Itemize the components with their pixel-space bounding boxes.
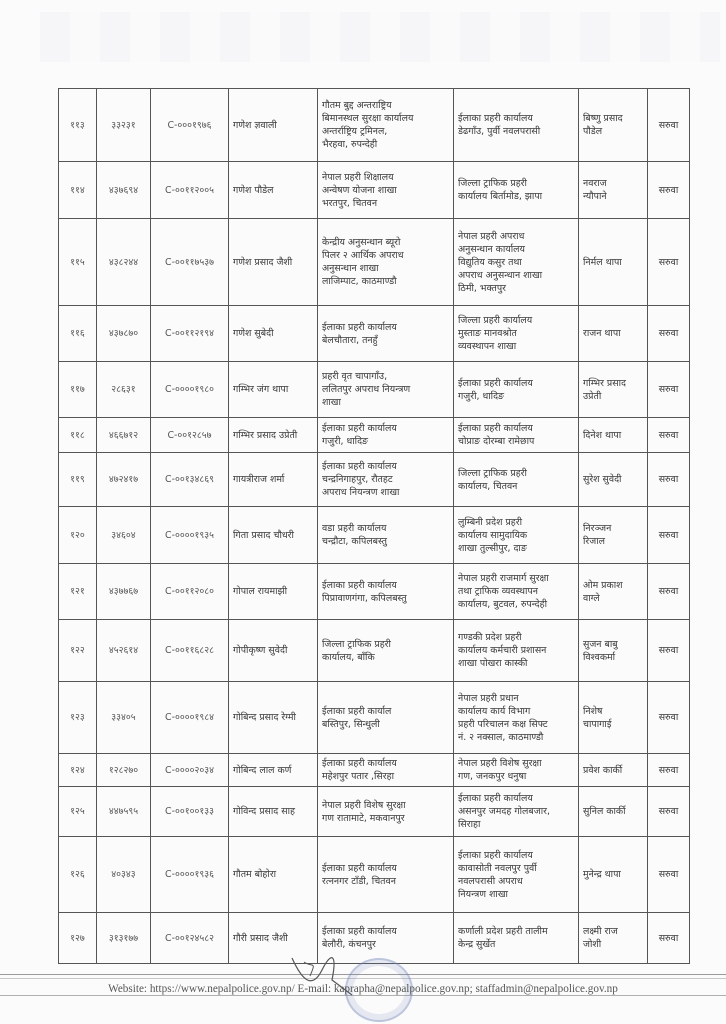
serial-number-cell: १२० [59, 507, 97, 564]
new-office-cell: ईलाका प्रहरी कार्यालय चोप्राङ दोरम्बा रामेछाप [454, 418, 579, 453]
current-office-cell: ईलाका प्रहरी कार्यालय गजुरी, धादिङ [318, 418, 454, 453]
new-office-cell: गण्डकी प्रदेश प्रहरी कार्यालय कर्मचारी प्रशासन शाखा पोखरा कास्की [454, 620, 579, 682]
employee-name-cell: गणेश पौडेल [229, 162, 318, 219]
serial-number-cell: ११९ [59, 453, 97, 507]
employee-name-cell: गोपाल रायमाझी [229, 564, 318, 620]
table-row [59, 682, 690, 754]
current-office-cell: जिल्ला ट्राफिक प्रहरी कार्यालय, बाँकि [318, 620, 454, 682]
status-cell: सरुवा [648, 453, 690, 507]
status-cell: सरुवा [648, 620, 690, 682]
replacement-officer-cell: निर्मल थापा [579, 219, 648, 306]
scan-noise [40, 12, 720, 62]
current-office-cell: वडा प्रहरी कार्यालय चन्द्रौटा, कपिलबस्तु [318, 507, 454, 564]
employee-name-cell: गणेश प्रसाद जैशी [229, 219, 318, 306]
replacement-officer-cell: दिनेश थापा [579, 418, 648, 453]
current-office-cell: गौतम बुद्द अन्तराष्ट्रिय बिमानस्थल सुरक्षा कार्यालय अन्तर्राष्ट्रिय ट्रमिनल, भैरहवा, रुपन्देही [318, 89, 454, 162]
code-number-cell: C-००१००१३३ [151, 787, 229, 837]
new-office-cell: नेपाल प्रहरी विशेष सुरक्षा गण, जनकपुर धनुषा [454, 754, 579, 787]
code-number-cell: C-००१२८५७ [151, 418, 229, 453]
new-office-cell: जिल्ला ट्राफिक प्रहरी कार्यालय, चितवन [454, 453, 579, 507]
new-office-cell: जिल्ला प्रहरी कार्यालय मुस्ताङ मानवश्रोत व्यवस्थापन शाखा [454, 306, 579, 362]
current-office-cell: ईलाका प्रहरी कार्यालय चन्द्रनिगाहपुर, रौतहट अपराध नियन्त्रण शाखा [318, 453, 454, 507]
serial-number-cell: १२१ [59, 564, 97, 620]
code-number-cell: C-००११२१९४ [151, 306, 229, 362]
code-number-cell: C-००११६८२८ [151, 620, 229, 682]
code-number-cell: C-००००१९३५ [151, 507, 229, 564]
replacement-officer-cell: लक्ष्मी राज जोशी [579, 913, 648, 964]
serial-number-cell: ११३ [59, 89, 97, 162]
transfer-table [58, 88, 690, 964]
serial-number-cell: १२७ [59, 913, 97, 964]
current-office-cell: ईलाका प्रहरी कार्यालय रत्ननगर टाँडी, चितवन [318, 837, 454, 913]
status-cell: सरुवा [648, 913, 690, 964]
serial-number-cell: ११६ [59, 306, 97, 362]
replacement-officer-cell: सुनिल कार्की [579, 787, 648, 837]
code-number-cell: C-००१३४८६९ [151, 453, 229, 507]
table-row [59, 620, 690, 682]
employee-id-cell: ४६६७१२ [97, 418, 151, 453]
employee-name-cell: गौतम बोहोरा [229, 837, 318, 913]
employee-name-cell: गणेश ज्ञवाली [229, 89, 318, 162]
employee-id-cell: ४७२४१७ [97, 453, 151, 507]
table-row [59, 564, 690, 620]
code-number-cell: C-००११२००५ [151, 162, 229, 219]
code-number-cell: C-००००१९३६ [151, 837, 229, 913]
employee-name-cell: गणेश सुबेदी [229, 306, 318, 362]
replacement-officer-cell: सुजन बाबु विश्वकर्मा [579, 620, 648, 682]
employee-name-cell: गोबिन्द लाल कर्ण [229, 754, 318, 787]
new-office-cell: ईलाका प्रहरी कार्यालय गजुरी, धादिङ [454, 362, 579, 418]
employee-id-cell: ३३४०५ [97, 682, 151, 754]
current-office-cell: नेपाल प्रहरी शिक्षालय अन्वेषण योजना शाखा भरतपुर, चितवन [318, 162, 454, 219]
replacement-officer-cell: सुरेश सुवेदी [579, 453, 648, 507]
code-number-cell: C-०००१९७६ [151, 89, 229, 162]
employee-id-cell: ४३७६९४ [97, 162, 151, 219]
employee-id-cell: ४४७५९५ [97, 787, 151, 837]
new-office-cell: लुम्बिनी प्रदेश प्रहरी कार्यालय सामुदायिक शाखा तुल्सीपुर, दाङ [454, 507, 579, 564]
current-office-cell: नेपाल प्रहरी विशेष सुरक्षा गण रातामाटे, मकवानपुर [318, 787, 454, 837]
employee-id-cell: ३१३१७७ [97, 913, 151, 964]
status-cell: सरुवा [648, 362, 690, 418]
table-row [59, 162, 690, 219]
employee-id-cell: १२८२७० [97, 754, 151, 787]
replacement-officer-cell: बिष्णु प्रसाद पौडेल [579, 89, 648, 162]
serial-number-cell: १२५ [59, 787, 97, 837]
serial-number-cell: ११५ [59, 219, 97, 306]
table-row [59, 306, 690, 362]
new-office-cell: ईलाका प्रहरी कार्यालय असनपुर जमदह गोलबजार, सिराहा [454, 787, 579, 837]
table-row [59, 913, 690, 964]
table-row [59, 787, 690, 837]
table-row [59, 89, 690, 162]
replacement-officer-cell: प्रवेश कार्की [579, 754, 648, 787]
new-office-cell: कर्णाली प्रदेश प्रहरी तालीम केन्द्र सुर्खेत [454, 913, 579, 964]
table-row [59, 219, 690, 306]
status-cell: सरुवा [648, 418, 690, 453]
table-row [59, 453, 690, 507]
serial-number-cell: १२३ [59, 682, 97, 754]
status-cell: सरुवा [648, 837, 690, 913]
replacement-officer-cell: निरञ्जन रिजाल [579, 507, 648, 564]
employee-name-cell: गोबिन्द प्रसाद रेग्मी [229, 682, 318, 754]
table-row [59, 418, 690, 453]
status-cell: सरुवा [648, 219, 690, 306]
new-office-cell: नेपाल प्रहरी अपराध अनुसन्धान कार्यालय विद्युतिय कसुर तथा अपराध अनुसन्धान शाखा ठिमी, भक्तपुर [454, 219, 579, 306]
current-office-cell: ईलाका प्रहरी कार्यालय महेशपुर पतार ,सिरहा [318, 754, 454, 787]
serial-number-cell: ११४ [59, 162, 97, 219]
employee-id-cell: ४३७८७० [97, 306, 151, 362]
current-office-cell: ईलाका प्रहरी कार्याल बस्तिपुर, सिन्धुली [318, 682, 454, 754]
employee-name-cell: गम्भिर प्रसाद उप्रेती [229, 418, 318, 453]
replacement-officer-cell: निशेष चापागाई [579, 682, 648, 754]
table-row [59, 507, 690, 564]
employee-name-cell: गिता प्रसाद चौधरी [229, 507, 318, 564]
serial-number-cell: ११७ [59, 362, 97, 418]
employee-id-cell: २८६३१ [97, 362, 151, 418]
current-office-cell: केन्द्रीय अनुसन्धान ब्यूरो पिलर २ आर्थिक अपराध अनुसन्धान शाखा लाजिम्पाट, काठमाण्डौ [318, 219, 454, 306]
current-office-cell: ईलाका प्रहरी कार्यालय बेलचौतारा, तनहुँ [318, 306, 454, 362]
code-number-cell: C-००००१९८० [151, 362, 229, 418]
current-office-cell: ईलाका प्रहरी कार्यालय पिप्रावाणगंगा, कपिलबस्तु [318, 564, 454, 620]
status-cell: सरुवा [648, 507, 690, 564]
replacement-officer-cell: राजन थापा [579, 306, 648, 362]
code-number-cell: C-००००२०३४ [151, 754, 229, 787]
code-number-cell: C-००००१९८४ [151, 682, 229, 754]
employee-name-cell: गोविन्द प्रसाद साह [229, 787, 318, 837]
status-cell: सरुवा [648, 564, 690, 620]
serial-number-cell: १२२ [59, 620, 97, 682]
status-cell: सरुवा [648, 787, 690, 837]
employee-name-cell: गोपीकृष्ण सुवेदी [229, 620, 318, 682]
employee-name-cell: गम्भिर जंग थापा [229, 362, 318, 418]
employee-id-cell: ४३७७६७ [97, 564, 151, 620]
replacement-officer-cell: गम्भिर प्रसाद उप्रेती [579, 362, 648, 418]
status-cell: सरुवा [648, 89, 690, 162]
employee-id-cell: ३४६०४ [97, 507, 151, 564]
table-body [59, 89, 690, 964]
new-office-cell: नेपाल प्रहरी राजमार्ग सुरक्षा तथा ट्राफिक व्यवस्थापन कार्यालय, बुटवल, रुपन्देही [454, 564, 579, 620]
new-office-cell: ईलाका प्रहरी कार्यालय डेढगाँउ, पुर्वी नवलपरासी [454, 89, 579, 162]
code-number-cell: C-००१२४५८२ [151, 913, 229, 964]
current-office-cell: प्रहरी वृत चापागाँउ, ललितपुर अपराध नियन्त्रण शाखा [318, 362, 454, 418]
status-cell: सरुवा [648, 306, 690, 362]
employee-id-cell: ३३२३१ [97, 89, 151, 162]
replacement-officer-cell: ओम प्रकाश वाग्ले [579, 564, 648, 620]
status-cell: सरुवा [648, 682, 690, 754]
employee-id-cell: ४५२६१४ [97, 620, 151, 682]
code-number-cell: C-००११७५३७ [151, 219, 229, 306]
employee-name-cell: गौरी प्रसाद जैशी [229, 913, 318, 964]
table-row [59, 362, 690, 418]
new-office-cell: ईलाका प्रहरी कार्यालय कावासोती नवलपुर पुर्वी नवलपरासी अपराध नियन्त्रण शाखा [454, 837, 579, 913]
new-office-cell: जिल्ला ट्राफिक प्रहरी कार्यालय बिर्तामोड, झापा [454, 162, 579, 219]
code-number-cell: C-००११२०८० [151, 564, 229, 620]
replacement-officer-cell: मुनेन्द्र थापा [579, 837, 648, 913]
serial-number-cell: १२६ [59, 837, 97, 913]
footer-contact: Website: https://www.nepalpolice.gov.np/ E-mail: kaprapha@nepalpolice.gov.np; staffadmin@nepalpolice.gov.np [108, 983, 618, 995]
employee-name-cell: गायत्रीराज शर्मा [229, 453, 318, 507]
current-office-cell: ईलाका प्रहरी कार्यालय बेलौरी, कंचनपुर [318, 913, 454, 964]
replacement-officer-cell: नवराज न्यौपाने [579, 162, 648, 219]
status-cell: सरुवा [648, 754, 690, 787]
employee-id-cell: ४०३४३ [97, 837, 151, 913]
new-office-cell: नेपाल प्रहरी प्रधान कार्यालय कार्य विभाग प्रहरी परिचालन कक्ष सिफ्ट नं. २ नक्साल, काठमाण्डौ [454, 682, 579, 754]
status-cell: सरुवा [648, 162, 690, 219]
employee-id-cell: ४३८२४४ [97, 219, 151, 306]
table-row [59, 837, 690, 913]
serial-number-cell: १२४ [59, 754, 97, 787]
serial-number-cell: ११८ [59, 418, 97, 453]
table-row [59, 754, 690, 787]
